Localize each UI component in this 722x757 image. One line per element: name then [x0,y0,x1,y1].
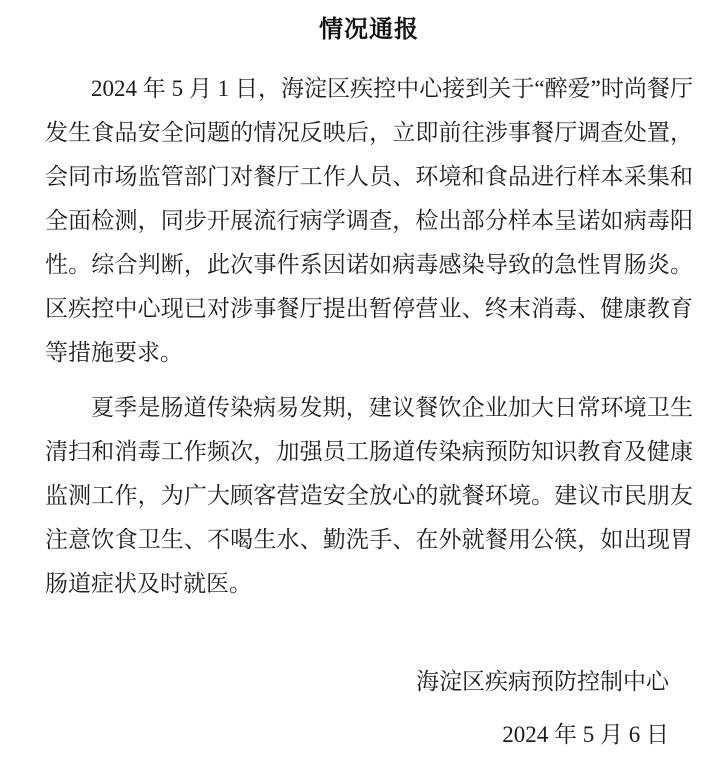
paragraph-health-advice: 夏季是肠道传染病易发期，建议餐饮企业加大日常环境卫生清扫和消毒工作频次，加强员工肠道传染病预防知识教育及健康监测工作，为广大顾客营造安全放心的就餐环境。建议市民朋友注意饮食卫生、不喝生水、勤洗手、在外就餐用公筷，如出现胃肠道症状及时就医。 [45,395,693,596]
signature-block [45,660,693,757]
issuing-organization: 海淀区疾病预防控制中心 [416,669,669,694]
document-title: 情况通报 [319,17,419,43]
paragraph-incident-report: 2024 年 5 月 1 日，海淀区疾控中心接到关于“醉爱”时尚餐厅发生食品安全问题的情况反映后，立即前往涉事餐厅调查处置，会同市场监管部门对餐厅工作人员、环境和食品进行样本采集和全面检测，同步开展流行病学调查，检出部分样本呈诺如病毒阳性。综合判断，此次事件系因诺如病毒感染导致的急性胃肠炎。区疾控中心现已对涉事餐厅提出暂停营业、终末消毒、健康教育等措施要求。 [45,76,693,365]
issue-date: 2024 年 5 月 6 日 [502,722,669,747]
